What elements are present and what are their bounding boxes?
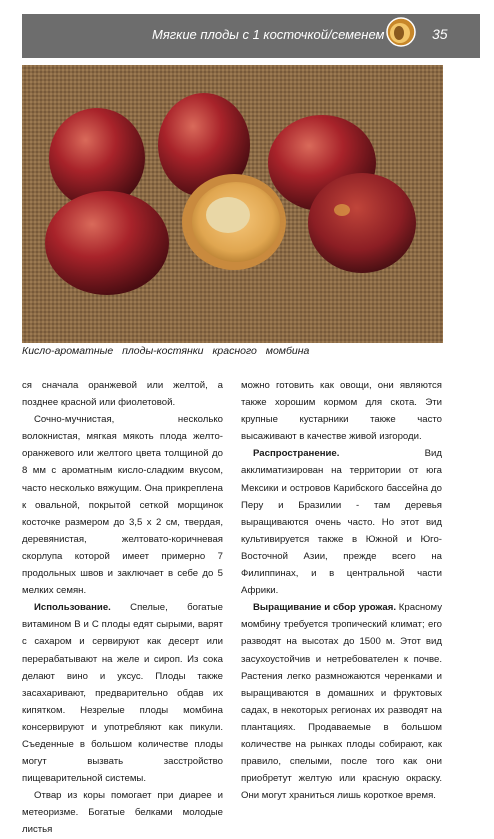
fruit-bottom-right [308, 173, 416, 273]
fruit-bottom-left [45, 191, 169, 295]
paragraph-text: Красному момбину требуется тропический климат; его разводят на высотах до 1500 м. Этот вид засухоустойчив и нетребователен к почве. Растения легко размножаются черенками и выращиваются в домашних и фруктовых садах, в некоторых регионах их разводят на плантациях. Продаваемые в большом количестве на рынках плоды собирают, как правило, спелыми, после того как они приобретут желтую или красную окраску. Они могут храниться лишь короткое время. [241, 602, 442, 802]
paragraph-text: Вид акклиматизирован на территории от юга Мексики и островов Карибского бассейна до Перу и Бразилии - там деревья выращиваются очень часто. Но этот вид культивируется также в Южной и Юго-Восточной Азии, прежде всего на Филиппинах, и в центральной части Африки. [241, 448, 442, 597]
paragraph-text: Отвар из коры помогает при диарее и метеоризме. Богатые белками молодые листья [22, 790, 223, 836]
text-column-right [241, 377, 442, 804]
section-heading: Использование. [34, 602, 111, 614]
paragraph [22, 787, 223, 838]
paragraph-text: Сочно-мучнистая, несколько волокнистая, мягкая мякоть плода желто-оранжевого или желтого цвета толщиной до 8 мм с ароматным кисло-сладким вкусом, часто несколько вяжущим. Она прикреплена к овальной, покрытой сеткой морщинок косточке размером до 3,5 х 2 см, твердая, деревянистая, желтовато-коричневая скорлупа которой имеет примерно 7 продольных швов и заключает в себе до 5 мелких семян. [22, 414, 223, 597]
paragraph [241, 599, 442, 804]
paragraph-text: можно готовить как овощи, они являются также хорошим кормом для скота. Эти крупные кустарники также часто высаживают в качестве живой изгороди. [241, 380, 442, 443]
figure-caption: Кисло-ароматные плоды-костянки красного момбина [22, 345, 310, 357]
paragraph-text: Спелые, богатые витамином В и С плоды едят сырыми, варят с сахаром и сервируют как десерт или перерабатывают на желе и сироп. Из сока делают вино и уксус. Плоды также засахаривают, предварительно обдав их кипятком. Незрелые плоды момбина консервируют и употребляют как пикули. Съеденные в большом количестве плоды могут вызвать засстройство пищеварительной системы. [22, 602, 223, 785]
page-header-title: Мягкие плоды с 1 косточкой/семенем [152, 27, 385, 42]
section-heading: Распространение. [253, 448, 340, 460]
fruit-photo [22, 65, 443, 343]
section-heading: Выращивание и сбор урожая. [253, 602, 396, 614]
paragraph [241, 377, 442, 445]
paragraph [22, 599, 223, 787]
page-number: 35 [432, 26, 448, 42]
paragraph [241, 445, 442, 599]
paragraph [22, 377, 223, 411]
halved-fruit-icon [385, 16, 417, 48]
paragraph [22, 411, 223, 599]
paragraph-text: ся сначала оранжевой или желтой, а позднее красной или фиолетовой. [22, 380, 223, 409]
text-column-left [22, 377, 223, 839]
